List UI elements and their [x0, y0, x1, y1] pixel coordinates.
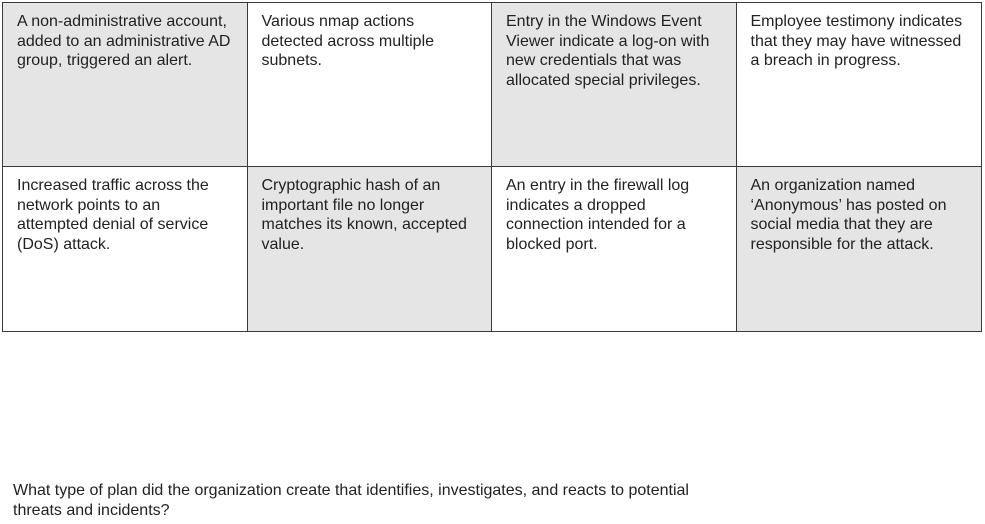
incident-card-grid [2, 2, 982, 332]
incident-card-2[interactable]: Various nmap actions detected across multiple subnets. [248, 3, 493, 167]
question-prompt: What type of plan did the organization create that identifies, investigates, and reacts to potential threats and incidents? [13, 482, 689, 519]
incident-card-3[interactable]: Entry in the Windows Event Viewer indicate a log-on with new credentials that was allocated special privileges. [492, 3, 737, 167]
incident-card-5[interactable]: Increased traffic across the network points to an attempted denial of service (DoS) attack. [3, 167, 248, 331]
incident-card-7[interactable]: An entry in the firewall log indicates a dropped connection intended for a blocked port. [492, 167, 737, 331]
incident-card-1[interactable]: A non-administrative account, added to an administrative AD group, triggered an alert. [3, 3, 248, 167]
incident-card-6[interactable]: Cryptographic hash of an important file no longer matches its known, accepted value. [248, 167, 493, 331]
incident-card-8[interactable]: An organization named ‘Anonymous’ has posted on social media that they are responsible for the attack. [737, 167, 982, 331]
incident-card-4[interactable]: Employee testimony indicates that they may have witnessed a breach in progress. [737, 3, 982, 167]
